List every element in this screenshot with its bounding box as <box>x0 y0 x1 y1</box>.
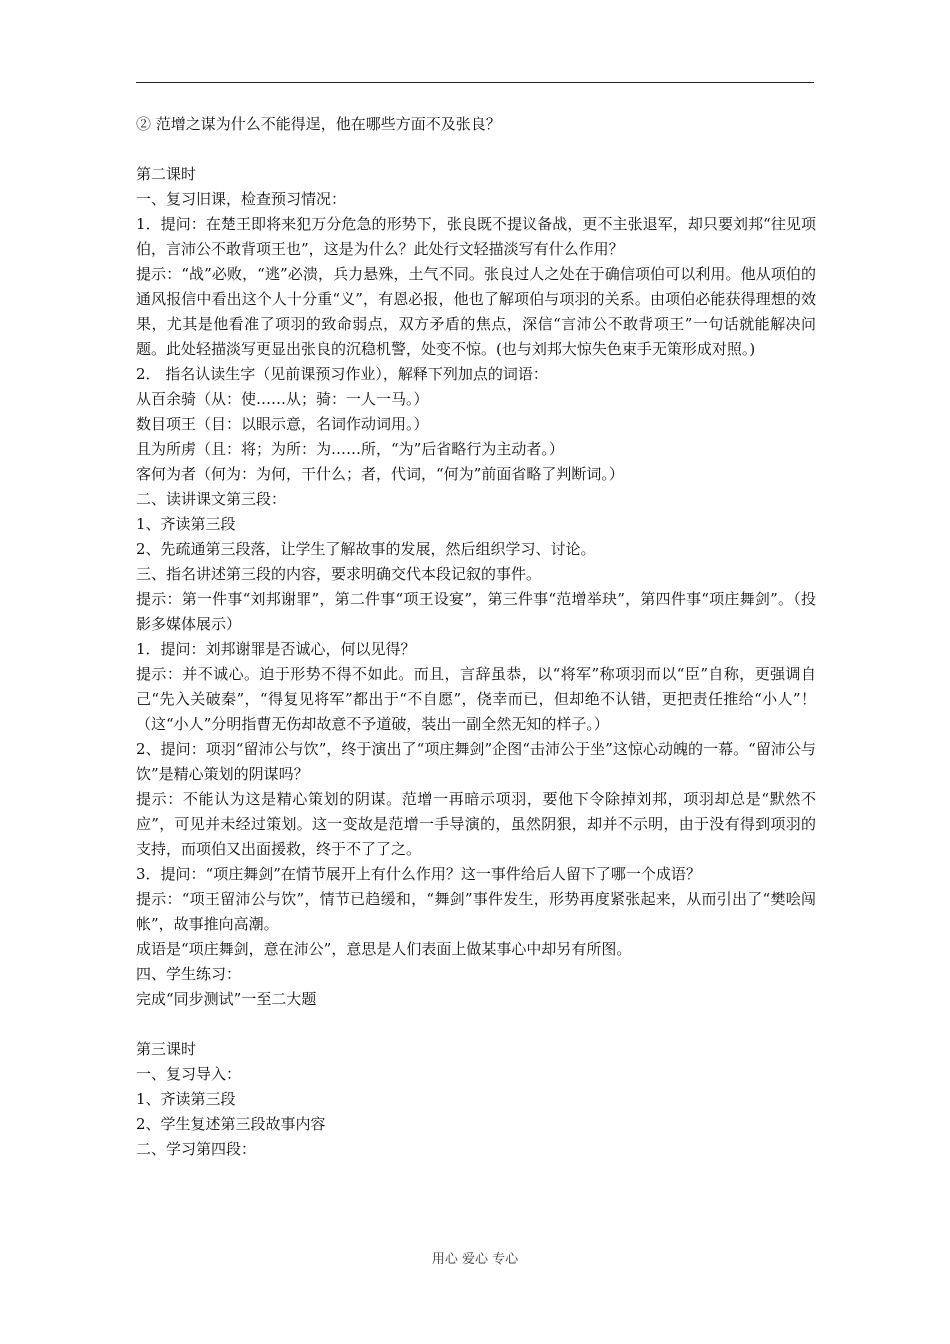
document-body <box>136 112 816 1162</box>
paragraph: 提示：第一件事“刘邦谢罪”，第二件事“项王设宴”，第三件事“范增举玦”，第四件事“项庄舞剑”。（投影多媒体展示） <box>136 590 816 633</box>
paragraph: 提示：并不诚心。迫于形势不得不如此。而且，言辞虽恭，以“将军”称项羽而以“臣”自称，更强调自己“先入关破秦”，“得复见将军”都出于“不自愿”，侥幸而已，但却绝不认错，更把责任推给“小人”！（这“小人”分明指曹无伤却故意不予道破，装出一副全然无知的样子。） <box>136 665 816 733</box>
paragraph: 成语是“项庄舞剑，意在沛公”，意思是人们表面上做某事心中却另有所图。 <box>136 940 632 958</box>
paragraph: 提示：不能认为这是精心策划的阴谋。范增一再暗示项羽，要他下令除掉刘邦，项羽却总是“默然不应”，可见并未经过策划。这一变故是范增一手导演的，虽然阴狠，却并不示明，由于没有得到项羽的支持，而项伯又出面援救，终于不了了之。 <box>136 790 816 858</box>
paragraph: 二、学习第四段： <box>136 1140 257 1158</box>
paragraph: 3．提问：“项庄舞剑”在情节展开上有什么作用？这一事件给后人留下了哪一个成语？ <box>136 865 701 883</box>
paragraph: 2、先疏通第三段落，让学生了解故事的发展，然后组织学习、讨论。 <box>136 540 596 558</box>
paragraph: 2、学生复述第三段故事内容 <box>136 1115 326 1133</box>
paragraph: 1．提问：刘邦谢罪是否诚心，何以见得？ <box>136 640 416 658</box>
paragraph: 四、学生练习： <box>136 965 242 983</box>
paragraph: 第二课时 <box>136 165 197 183</box>
paragraph: 2． 指名认读生字（见前课预习作业），解释下列加点的词语： <box>136 365 548 383</box>
paragraph: 从百余骑（从：使……从；骑：一人一马。） <box>136 390 429 408</box>
paragraph: 二、读讲课文第三段： <box>136 490 287 508</box>
paragraph: ② 范增之谋为什么不能得逞，他在哪些方面不及张良？ <box>136 115 501 133</box>
paragraph: 完成“同步测试”一至二大题 <box>136 990 317 1008</box>
page-footer: 用心 爱心 专心 <box>431 1252 519 1267</box>
paragraph: 1、齐读第三段 <box>136 515 236 533</box>
paragraph: 2、提问：项羽“留沛公与饮”，终于演出了“项庄舞剑”企图“击沛公于坐”这惊心动魄的一幕。“留沛公与饮”是精心策划的阴谋吗？ <box>136 740 816 783</box>
blank-line <box>136 137 816 162</box>
paragraph: 第三课时 <box>136 1040 197 1058</box>
header-rule <box>136 82 814 83</box>
paragraph: 一、复习导入： <box>136 1065 242 1083</box>
paragraph: 客何为者（何为：为何，干什么；者，代词，“何为”前面省略了判断词。） <box>136 465 624 483</box>
paragraph: 提示：“项王留沛公与饮”，情节已趋缓和，“舞剑”事件发生，形势再度紧张起来，从而引出了“樊哙闯帐”，故事推向高潮。 <box>136 890 816 933</box>
paragraph: 1、齐读第三段 <box>136 1090 236 1108</box>
paragraph: 1．提问：在楚王即将来犯万分危急的形势下，张良既不提议备战，更不主张退军，却只要刘邦“往见项伯，言沛公不敢背项王也”，这是为什么？此处行文轻描淡写有什么作用？ <box>136 215 816 258</box>
paragraph: 一、复习旧课，检查预习情况： <box>136 190 347 208</box>
paragraph: 三、指名讲述第三段的内容，要求明确交代本段记叙的事件。 <box>136 565 542 583</box>
paragraph: 数目项王（目：以眼示意，名词作动词用。） <box>136 415 429 433</box>
paragraph: 且为所虏（且：将；为所：为……所，“为”后省略行为主动者。） <box>136 440 564 458</box>
paragraph: 提示：“战”必败，“逃”必溃，兵力悬殊，土气不同。张良过人之处在于确信项伯可以利用。他从项伯的通风报信中看出这个人十分重“义”，有恩必报，他也了解项伯与项羽的关系。由项伯必能获得理想的效果，尤其是他看准了项羽的致命弱点，双方矛盾的焦点，深信“言沛公不敢背项王”一句话就能解决问题。此处轻描淡写更显出张良的沉稳机警，处变不惊。(也与刘邦大惊失色束手无策形成对照。) <box>136 265 816 358</box>
blank-line <box>136 1012 816 1037</box>
